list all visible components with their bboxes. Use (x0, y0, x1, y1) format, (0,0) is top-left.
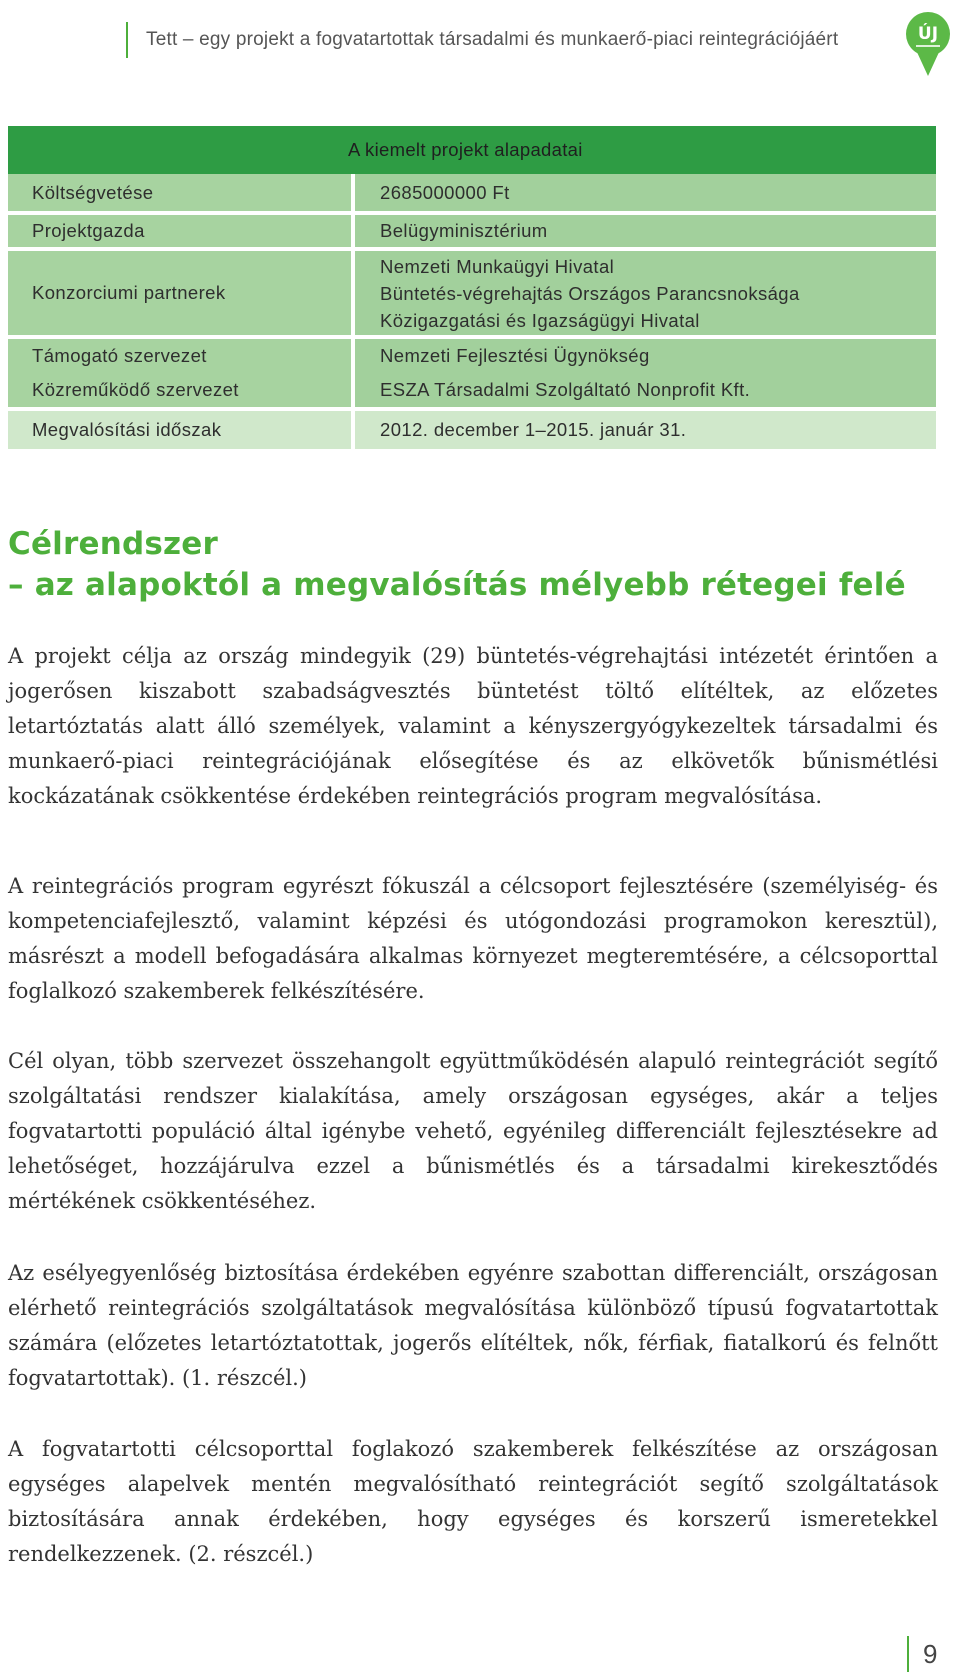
section-title (8, 524, 906, 606)
row-label: Költségvetése (8, 174, 353, 213)
section-title-line1: Célrendszer (8, 526, 218, 562)
row-label: Projektgazda (8, 213, 353, 249)
page-number (907, 1636, 937, 1672)
partner-name: Büntetés-végrehajtás Országos Parancsnoksága (380, 282, 800, 304)
table-row (8, 373, 936, 409)
table-row (8, 409, 936, 449)
row-label: Támogató szervezet (8, 337, 353, 373)
table-caption: A kiemelt projekt alapadatai (8, 126, 936, 174)
table-row (8, 249, 936, 337)
svg-text:ÚJ: ÚJ (917, 24, 939, 44)
row-value: 2012. december 1–2015. január 31. (353, 409, 936, 449)
row-label: Megvalósítási időszak (8, 409, 353, 449)
paragraph: Cél olyan, több szervezet összehangolt együttműködésén alapuló reintegrációt segítő szolgáltatási rendszer kialakítása, amely országosan egységes, akár a teljes fogvatartotti populáció által igénybe vehető, egyénileg differenciált fejlesztésekre ad lehetőséget, hozzájárulva ezzel a bűnismétlés és a társadalmi kirekesztődés mértékének csökkentéséhez. (8, 1049, 938, 1213)
row-value: ESZA Társadalmi Szolgáltató Nonprofit Kft. (353, 373, 936, 409)
row-label: Közreműködő szervezet (8, 373, 353, 409)
row-value (353, 249, 936, 337)
row-value: 2685000000 Ft (353, 174, 936, 213)
paragraph: A projekt célja az ország mindegyik (29) büntetés-végrehajtási intézetét érintően a jogerősen kiszabott szabadságvesztés büntetést töltő elítéltek, az előzetes letartóztatás alatt álló személyek, valamint a kényszergyógykezeltek társadalmi és munkaerő-piaci reintegrációjának elősegítése és az elkövetők bűnismétlési kockázatának csökkentése érdekében reintegrációs program megvalósítása. (8, 644, 938, 808)
row-label: Konzorciumi partnerek (8, 249, 353, 337)
table-row (8, 174, 936, 213)
partner-name: Közigazgatási és Igazságügyi Hivatal (380, 309, 700, 331)
partner-name: Nemzeti Munkaügyi Hivatal (380, 255, 615, 277)
table-row (8, 213, 936, 249)
project-data-table (8, 126, 936, 449)
row-value: Belügyminisztérium (353, 213, 936, 249)
section-title-line2: – az alapoktól a megvalósítás mélyebb rétegei felé (8, 567, 906, 603)
running-title: Tett – egy projekt a fogvatartottak társadalmi és munkaerő-piaci reintegrációjáért (146, 29, 839, 50)
page-number-value: 9 (923, 1638, 938, 1669)
paragraph: A reintegrációs program egyrészt fókuszál a célcsoport fejlesztésére (személyiség- és kompetenciafejlesztő, valamint képzési és utógondozási programokon keresztül), másrészt a modell befogadására alkalmas környezet megteremtésére, a célcsoporttal foglalkozó szakemberek felkészítésére. (8, 874, 938, 1003)
row-value: Nemzeti Fejlesztési Ügynökség (353, 337, 936, 373)
table-row (8, 337, 936, 373)
paragraph: A fogvatartotti célcsoporttal foglakozó szakemberek felkészítése az országosan egységes alapelvek mentén megvalósítható reintegrációt segítő szolgáltatások biztosítására annak érdekében, hogy egységes és korszerű ismeretekkel rendelkezzenek. (2. részcél.) (8, 1437, 938, 1566)
running-header (126, 22, 838, 58)
paragraph: Az esélyegyenlőség biztosítása érdekében egyénre szabottan differenciált, országosan elérhető reintegrációs szolgáltatások megvalósítása különböző típusú fogvatartottak számára (előzetes letartóztatottak, jogerős elítéltek, nők, férfiak, fiatalkorú és felnőtt fogvatartottak). (1. részcél.) (8, 1261, 938, 1390)
uj-logo-icon (904, 10, 952, 84)
